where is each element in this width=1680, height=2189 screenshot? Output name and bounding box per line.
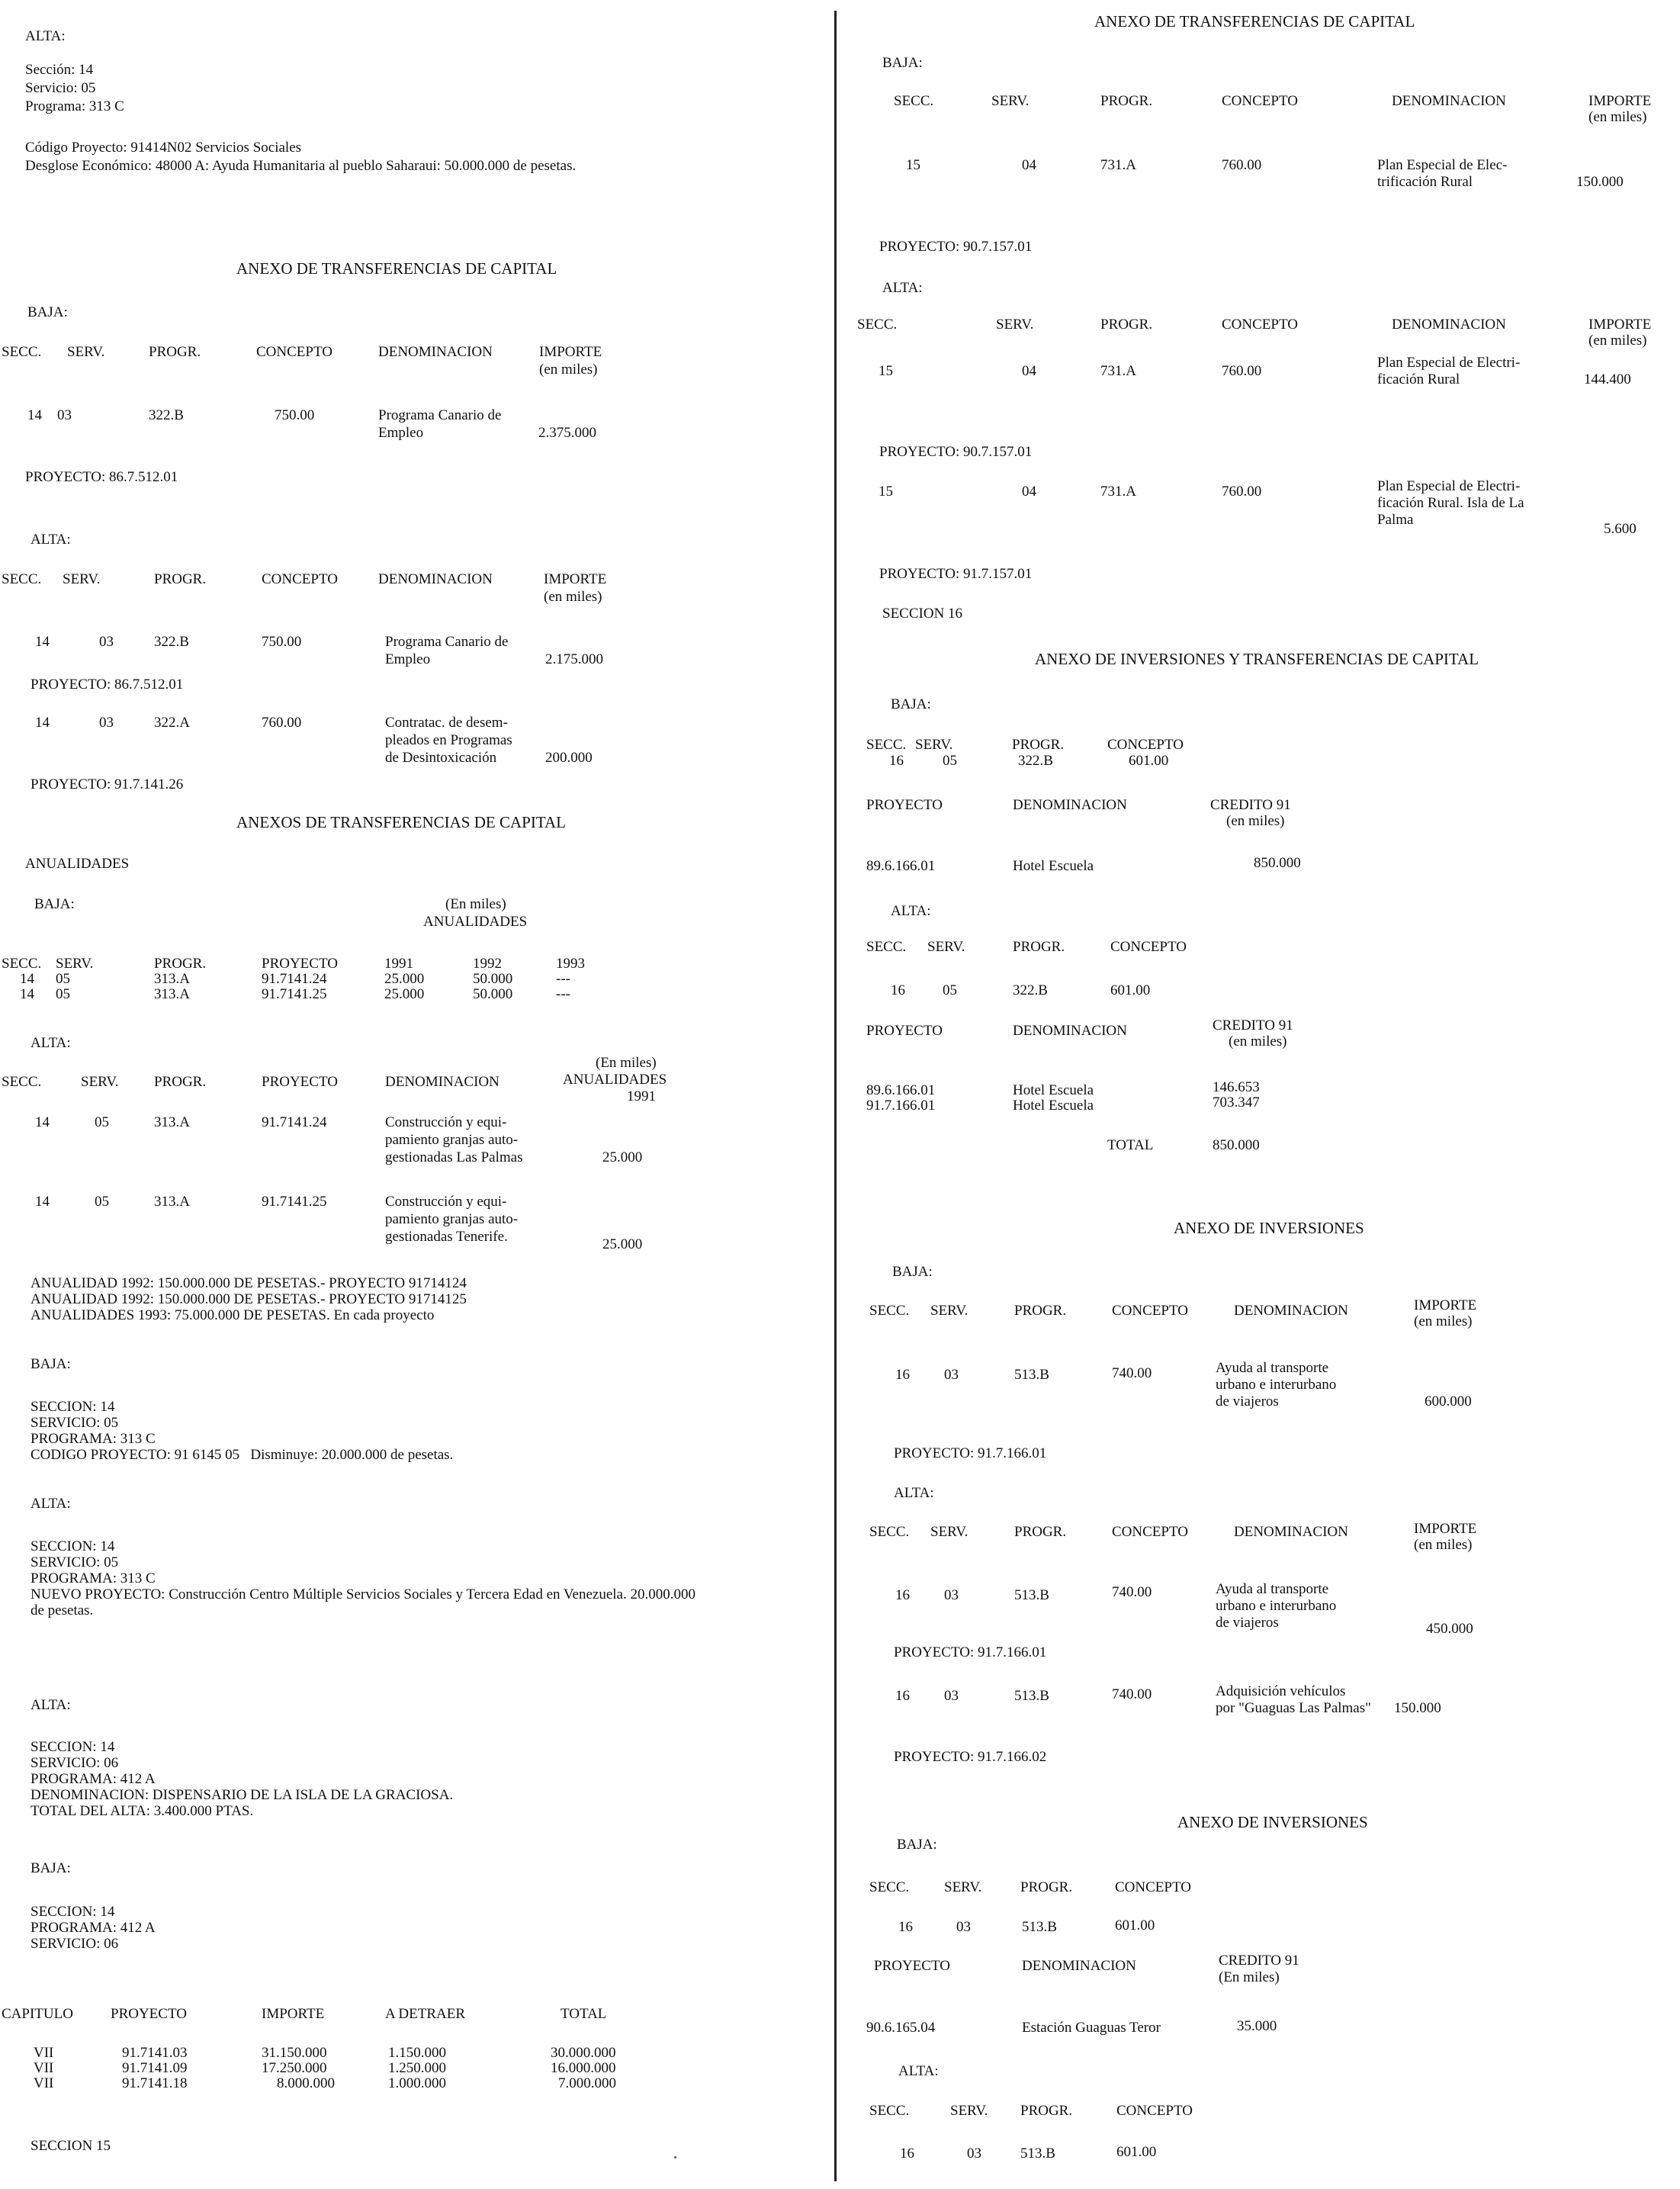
cell: de viajeros [1216, 1615, 1279, 1631]
baja-label: BAJA: [31, 1356, 71, 1372]
programa-line: PROGRAMA: 412 A [31, 1920, 156, 1936]
cell: 15 [879, 484, 893, 500]
header-cell: A DETRAER [385, 2006, 466, 2022]
cell: Palma [1377, 512, 1414, 528]
header-cell: PROYECTO [866, 1023, 943, 1039]
header-cell: SECC. [2, 956, 42, 972]
header-cell: IMPORTE [1588, 93, 1652, 109]
seccion-line: SECCION: 14 [31, 1399, 115, 1415]
cell: pamiento granjas auto- [385, 1211, 519, 1227]
cell: 513.B [1014, 1688, 1049, 1704]
header-cell: SERV. [927, 939, 965, 955]
cell: 322.B [154, 634, 189, 650]
cell: 150.000 [1394, 1700, 1441, 1716]
cell: Construcción y equi- [385, 1114, 507, 1130]
alta-label: ALTA: [891, 903, 931, 919]
note-line: ANUALIDAD 1992: 150.000.000 DE PESETAS.- PROYECTO 91714124 [31, 1275, 467, 1291]
seccion-line: SECCION: 14 [31, 1904, 115, 1920]
header-cell: DENOMINACION [1392, 93, 1506, 109]
header-cell: SECC. [2, 344, 42, 360]
cell: 91.7141.24 [262, 971, 327, 987]
cell: urbano e interurbano [1216, 1598, 1337, 1614]
header-cell: (En miles) [1219, 1969, 1280, 1985]
nuevo-proyecto-cont: de pesetas. [31, 1602, 94, 1618]
cell: 313.A [154, 1114, 190, 1130]
cell: 144.400 [1584, 371, 1631, 387]
cell: 313.A [154, 1194, 190, 1210]
baja-label: BAJA: [31, 1860, 71, 1876]
cell: 731.A [1100, 157, 1136, 173]
header-cell: (en miles) [1414, 1313, 1473, 1329]
cell: 14 [35, 715, 50, 731]
cell: 14 [35, 634, 50, 650]
header-cell: SERV. [67, 344, 105, 360]
header-cell: SERV. [950, 2103, 988, 2119]
cell: 7.000.000 [558, 2075, 616, 2091]
cell: 03 [57, 407, 72, 423]
alta-label: ALTA: [31, 1035, 71, 1051]
cell: 601.00 [1110, 982, 1151, 998]
cell: 740.00 [1112, 1365, 1152, 1381]
note-line: ANUALIDADES 1993: 75.000.000 DE PESETAS. En cada proyecto [31, 1307, 435, 1323]
cell: 03 [967, 2146, 981, 2162]
cell: 740.00 [1112, 1686, 1152, 1702]
cell: trificación Rural [1377, 174, 1473, 190]
cell: 601.00 [1116, 2144, 1157, 2160]
cell: 740.00 [1112, 1584, 1152, 1600]
cell: 513.B [1014, 1587, 1049, 1603]
header-cell: IMPORTE [539, 344, 602, 360]
header-cell: CONCEPTO [262, 571, 338, 587]
total-alta-line: TOTAL DEL ALTA: 3.400.000 PTAS. [31, 1803, 254, 1819]
cell: 04 [1022, 157, 1036, 173]
proyecto-line: PROYECTO: 86.7.512.01 [25, 469, 178, 485]
alta-label: ALTA: [31, 1697, 71, 1713]
cell: 450.000 [1426, 1621, 1473, 1637]
header-cell: DENOMINACION [1392, 317, 1506, 333]
section-title: ANEXO DE INVERSIONES Y TRANSFERENCIAS DE CAPITAL [1035, 650, 1479, 668]
header-cell: SERV. [996, 317, 1034, 333]
header-cell: PROYECTO [262, 1074, 338, 1090]
alta-label: ALTA: [31, 532, 71, 548]
header-cell: SERV. [56, 956, 94, 972]
cell: 89.6.166.01 [866, 1082, 936, 1098]
programa-line: PROGRAMA: 313 C [31, 1431, 156, 1447]
cell: 91.7141.18 [122, 2075, 188, 2091]
proyecto-line: PROYECTO: 91.7.157.01 [879, 566, 1033, 582]
baja-label: BAJA: [897, 1837, 937, 1853]
cell: 04 [1022, 484, 1036, 500]
cell: 25.000 [384, 986, 425, 1002]
cell: 05 [56, 971, 70, 987]
cell: 16 [895, 1367, 910, 1383]
cell: 91.7.166.01 [866, 1098, 936, 1114]
cell: ficación Rural. Isla de La [1377, 495, 1524, 511]
cell: 04 [1022, 363, 1036, 379]
proyecto-line: PROYECTO: 86.7.512.01 [31, 677, 184, 693]
cell: 16 [895, 1587, 910, 1603]
header-cell: PROGR. [1100, 317, 1153, 333]
cell: Contratac. de desem- [385, 715, 508, 731]
cell: 731.A [1100, 363, 1136, 379]
cell: 91.7141.25 [262, 1194, 327, 1210]
servicio-line: SERVICIO: 06 [31, 1755, 119, 1771]
cell: Empleo [378, 425, 424, 441]
cell: 322.B [149, 407, 184, 423]
programa-line: PROGRAMA: 412 A [31, 1771, 156, 1787]
header-cell: PROGR. [154, 1074, 207, 1090]
cell: 513.B [1022, 1919, 1057, 1935]
alta-label: ALTA: [25, 28, 66, 44]
header-cell: (en miles) [1588, 333, 1647, 349]
header-cell: IMPORTE [1414, 1521, 1477, 1537]
note-line: ANUALIDAD 1992: 150.000.000 DE PESETAS.- PROYECTO 91714125 [31, 1291, 467, 1307]
cell: Plan Especial de Electri- [1377, 478, 1521, 494]
cell: 513.B [1020, 2146, 1055, 2162]
cell: 513.B [1014, 1367, 1049, 1383]
header-cell: PROYECTO [111, 2006, 187, 2022]
cell: 03 [99, 634, 114, 650]
header-cell: PROGR. [1014, 1524, 1067, 1540]
header-cell: CONCEPTO [1112, 1524, 1188, 1540]
header-cell: SERV. [991, 93, 1030, 109]
cell: 5.600 [1604, 521, 1637, 537]
programa-line: PROGRAMA: 313 C [31, 1570, 156, 1586]
cell: 25.000 [602, 1236, 643, 1252]
cell: 03 [99, 715, 114, 731]
cell: 16.000.000 [551, 2060, 616, 2076]
header-cell: DENOMINACION [385, 1074, 500, 1090]
cell: gestionadas Tenerife. [385, 1229, 508, 1245]
cell: 16 [895, 1688, 910, 1704]
header-cell: CREDITO 91 [1219, 1953, 1299, 1969]
cell: 05 [56, 986, 70, 1002]
header-cell: (en miles) [544, 589, 602, 605]
codigo-proyecto: CODIGO PROYECTO: 91 6145 05 Disminuye: 20.000.000 de pesetas. [31, 1447, 454, 1463]
cell: 25.000 [384, 971, 425, 987]
cell: 8.000.000 [277, 2075, 335, 2091]
header-cell: DENOMINACION [1022, 1958, 1136, 1974]
header-cell: SECC. [894, 93, 934, 109]
cell: 850.000 [1254, 855, 1301, 871]
header-cell: CONCEPTO [1222, 317, 1298, 333]
cell: de Desintoxicación [385, 750, 497, 766]
cell: 03 [944, 1587, 959, 1603]
header-cell: DENOMINACION [1013, 797, 1127, 813]
denominacion-line: DENOMINACION: DISPENSARIO DE LA ISLA DE LA GRACIOSA. [31, 1787, 454, 1803]
header-cell: 1992 [473, 956, 502, 972]
cell: 750.00 [275, 407, 315, 423]
cell: 91.7141.25 [262, 986, 327, 1002]
cell: 50.000 [473, 986, 513, 1002]
cell: Plan Especial de Elec- [1377, 157, 1508, 173]
header-cell: PROGR. [1014, 1303, 1067, 1319]
cell: 313.A [154, 971, 190, 987]
cell: Programa Canario de [385, 634, 509, 650]
cell: 2.175.000 [545, 651, 603, 667]
header-cell: SECC. [869, 1524, 910, 1540]
cell: 601.00 [1115, 1917, 1155, 1933]
seccion-15-heading: SECCION 15 [31, 2138, 111, 2154]
cell: --- [556, 986, 570, 1002]
cell: 322.B [1013, 982, 1048, 998]
cell: 14 [35, 1114, 50, 1130]
header-cell: PROGR. [1013, 939, 1065, 955]
servicio-line: Servicio: 05 [25, 80, 96, 96]
cell: por "Guaguas Las Palmas" [1216, 1700, 1371, 1716]
cell: Programa Canario de [378, 407, 502, 423]
header-cell: CONCEPTO [1107, 737, 1184, 753]
servicio-line: SERVICIO: 06 [31, 1936, 119, 1952]
baja-label: BAJA: [882, 55, 923, 71]
header-cell: PROGR. [1020, 2103, 1073, 2119]
cell: 16 [889, 753, 904, 769]
total-value: 850.000 [1213, 1137, 1260, 1153]
cell: VII [34, 2060, 54, 2076]
cell: 03 [956, 1919, 971, 1935]
cell: de viajeros [1216, 1393, 1279, 1410]
cell: Construcción y equi- [385, 1194, 507, 1210]
cell: 2.375.000 [538, 425, 596, 441]
header-cell: PROYECTO [874, 1958, 950, 1974]
baja-label: BAJA: [27, 304, 68, 320]
cell: 16 [891, 982, 905, 998]
anualidades-header: ANUALIDADES [423, 914, 528, 930]
cell: Ayuda al transporte [1216, 1581, 1329, 1597]
alta-label: ALTA: [894, 1485, 934, 1501]
cell: 14 [20, 986, 34, 1002]
cell: 05 [943, 982, 957, 998]
servicio-line: SERVICIO: 05 [31, 1554, 119, 1570]
cell: Estación Guaguas Teror [1022, 2020, 1161, 2036]
en-miles-label: (En miles) [445, 896, 506, 912]
cell: 35.000 [1237, 2018, 1277, 2034]
cell: 760.00 [1222, 363, 1262, 379]
header-cell: IMPORTE [1414, 1297, 1477, 1313]
anualidades-label: ANUALIDADES [25, 856, 130, 872]
header-cell: (en miles) [1226, 813, 1285, 829]
section-title: ANEXOS DE TRANSFERENCIAS DE CAPITAL [236, 813, 566, 831]
seccion-line: SECCION: 14 [31, 1538, 115, 1554]
cell: 760.00 [1222, 157, 1262, 173]
header-cell: PROGR. [154, 571, 207, 587]
section-title: ANEXO DE TRANSFERENCIAS DE CAPITAL [1094, 12, 1415, 31]
header-cell: DENOMINACION [378, 571, 493, 587]
header-cell: SERV. [915, 737, 953, 753]
cell: 1.250.000 [388, 2060, 446, 2076]
header-cell: SECC. [2, 1074, 42, 1090]
cell: Hotel Escuela [1013, 858, 1094, 874]
cell: 760.00 [262, 715, 302, 731]
proyecto-line: PROYECTO: 91.7.166.01 [894, 1644, 1047, 1660]
header-cell: PROYECTO [866, 797, 943, 813]
cell: 601.00 [1129, 753, 1169, 769]
header-cell: TOTAL [561, 2006, 607, 2022]
cell: 91.7141.09 [122, 2060, 188, 2076]
proyecto-line: PROYECTO: 91.7.166.01 [894, 1445, 1047, 1461]
cell: Ayuda al transporte [1216, 1360, 1329, 1376]
cell: pamiento granjas auto- [385, 1132, 519, 1148]
alta-label: ALTA: [882, 280, 923, 296]
header-cell: IMPORTE [262, 2006, 325, 2022]
servicio-line: SERVICIO: 05 [31, 1415, 119, 1431]
header-cell: (en miles) [539, 362, 598, 378]
header-cell: PROGR. [1020, 1879, 1073, 1895]
header-cell: SECC. [857, 317, 898, 333]
cell: 731.A [1100, 484, 1136, 500]
cell: 05 [95, 1114, 109, 1130]
cell: 14 [20, 971, 34, 987]
proyecto-line: PROYECTO: 91.7.141.26 [31, 776, 184, 792]
alta-label: ALTA: [898, 2063, 939, 2079]
header-cell: 1991 [384, 956, 413, 972]
proyecto-line: PROYECTO: 90.7.157.01 [879, 444, 1033, 460]
baja-label: BAJA: [34, 896, 75, 912]
cell: Hotel Escuela [1013, 1098, 1094, 1114]
section-title: ANEXO DE INVERSIONES [1177, 1813, 1368, 1831]
header-cell: SERV. [930, 1303, 968, 1319]
header-cell: CONCEPTO [1116, 2103, 1193, 2119]
header-cell: CREDITO 91 [1213, 1017, 1293, 1033]
header-cell: CONCEPTO [256, 344, 332, 360]
cell: 1.150.000 [388, 2045, 446, 2061]
header-cell: PROGR. [1100, 93, 1153, 109]
cell: 03 [944, 1367, 959, 1383]
cell: 200.000 [545, 750, 593, 766]
header-cell: SECC. [869, 1879, 910, 1895]
baja-label: BAJA: [891, 696, 931, 712]
header-cell: IMPORTE [544, 571, 607, 587]
header-cell: (en miles) [1229, 1033, 1287, 1049]
header-cell: SECC. [866, 939, 907, 955]
proyecto-line: PROYECTO: 91.7.166.02 [894, 1749, 1047, 1765]
header-cell: SECC. [866, 737, 907, 753]
header-cell: CAPITULO [2, 2006, 73, 2022]
cell: 91.7141.03 [122, 2045, 188, 2061]
cell: 16 [900, 2146, 914, 2162]
header-cell: CONCEPTO [1110, 939, 1187, 955]
programa-line: Programa: 313 C [25, 98, 124, 114]
cell: 05 [943, 753, 957, 769]
cell: 703.347 [1213, 1094, 1260, 1111]
cell: 14 [27, 407, 42, 423]
cell: 750.00 [262, 634, 302, 650]
header-cell: CREDITO 91 [1210, 797, 1291, 813]
cell: 25.000 [602, 1149, 643, 1165]
cell: gestionadas Las Palmas [385, 1149, 523, 1165]
cell: 30.000.000 [551, 2045, 616, 2061]
cell: 03 [944, 1688, 959, 1704]
cell: Adquisición vehículos [1216, 1683, 1346, 1699]
seccion-16-heading: SECCION 16 [882, 606, 963, 622]
baja-label: BAJA: [892, 1264, 933, 1280]
en-miles-label: (En miles) [596, 1055, 657, 1071]
cell: 15 [906, 157, 920, 173]
header-cell: 1993 [556, 956, 585, 972]
header-cell: PROGR. [1012, 737, 1065, 753]
header-cell: CONCEPTO [1112, 1303, 1188, 1319]
header-cell: CONCEPTO [1115, 1879, 1191, 1895]
header-cell: (en miles) [1414, 1537, 1473, 1553]
header-cell: SERV. [930, 1524, 968, 1540]
header-cell: DENOMINACION [1234, 1303, 1348, 1319]
header-cell: (en miles) [1588, 109, 1647, 125]
cell: 1.000.000 [388, 2075, 446, 2091]
header-cell: DENOMINACION [1013, 1023, 1127, 1039]
cell: 89.6.166.01 [866, 858, 936, 874]
cell: 150.000 [1576, 174, 1624, 190]
cell: Plan Especial de Electri- [1377, 355, 1521, 371]
nuevo-proyecto: NUEVO PROYECTO: Construcción Centro Múltiple Servicios Sociales y Tercera Edad en Venezuela. 20.000.000 [31, 1586, 695, 1602]
anualidades-header: ANUALIDADES [563, 1072, 667, 1088]
cell: 313.A [154, 986, 190, 1002]
cell: VII [34, 2045, 54, 2061]
cell: Hotel Escuela [1013, 1082, 1094, 1098]
cell: ficación Rural [1377, 371, 1460, 387]
codigo-proyecto: Código Proyecto: 91414N02 Servicios Sociales [25, 140, 302, 156]
cell: 17.250.000 [262, 2060, 327, 2076]
header-cell: SECC. [2, 571, 42, 587]
header-cell: SERV. [63, 571, 101, 587]
cell: 31.150.000 [262, 2045, 327, 2061]
cell: --- [556, 971, 570, 987]
section-title: ANEXO DE TRANSFERENCIAS DE CAPITAL [236, 259, 557, 278]
header-cell: PROGR. [149, 344, 201, 360]
cell: 600.000 [1425, 1393, 1472, 1410]
cell: VII [34, 2075, 54, 2091]
seccion-line: Sección: 14 [25, 62, 94, 78]
cell: pleados en Programas [385, 732, 512, 748]
year-header: 1991 [627, 1088, 656, 1104]
header-cell: DENOMINACION [1234, 1524, 1348, 1540]
seccion-line: SECCION: 14 [31, 1739, 115, 1755]
header-cell: CONCEPTO [1222, 93, 1298, 109]
header-cell: DENOMINACION [378, 344, 493, 360]
cell: 50.000 [473, 971, 513, 987]
cell: 91.7141.24 [262, 1114, 327, 1130]
cell: 14 [35, 1194, 50, 1210]
desglose-economico: Desglose Económico: 48000 A: Ayuda Humanitaria al pueblo Saharaui: 50.000.000 de pesetas. [25, 158, 577, 174]
alta-label: ALTA: [31, 1496, 71, 1512]
cell: Empleo [385, 651, 431, 667]
header-cell: SERV. [944, 1879, 982, 1895]
total-label: TOTAL [1107, 1137, 1154, 1153]
proyecto-line: PROYECTO: 90.7.157.01 [879, 239, 1033, 255]
cell: 16 [898, 1919, 913, 1935]
scan-speck [674, 2156, 676, 2158]
cell: 322.A [154, 715, 190, 731]
cell: 90.6.165.04 [866, 2020, 936, 2036]
header-cell: PROYECTO [262, 956, 338, 972]
header-cell: SECC. [869, 1303, 910, 1319]
header-cell: SECC. [869, 2103, 910, 2119]
cell: 760.00 [1222, 484, 1262, 500]
cell: 05 [95, 1194, 109, 1210]
header-cell: SERV. [81, 1074, 119, 1090]
cell: 146.653 [1213, 1079, 1260, 1095]
header-cell: PROGR. [154, 956, 207, 972]
cell: 322.B [1018, 753, 1053, 769]
column-divider [834, 11, 837, 2181]
cell: urbano e interurbano [1216, 1377, 1337, 1393]
header-cell: IMPORTE [1588, 317, 1652, 333]
section-title: ANEXO DE INVERSIONES [1174, 1219, 1364, 1237]
cell: 15 [879, 363, 893, 379]
